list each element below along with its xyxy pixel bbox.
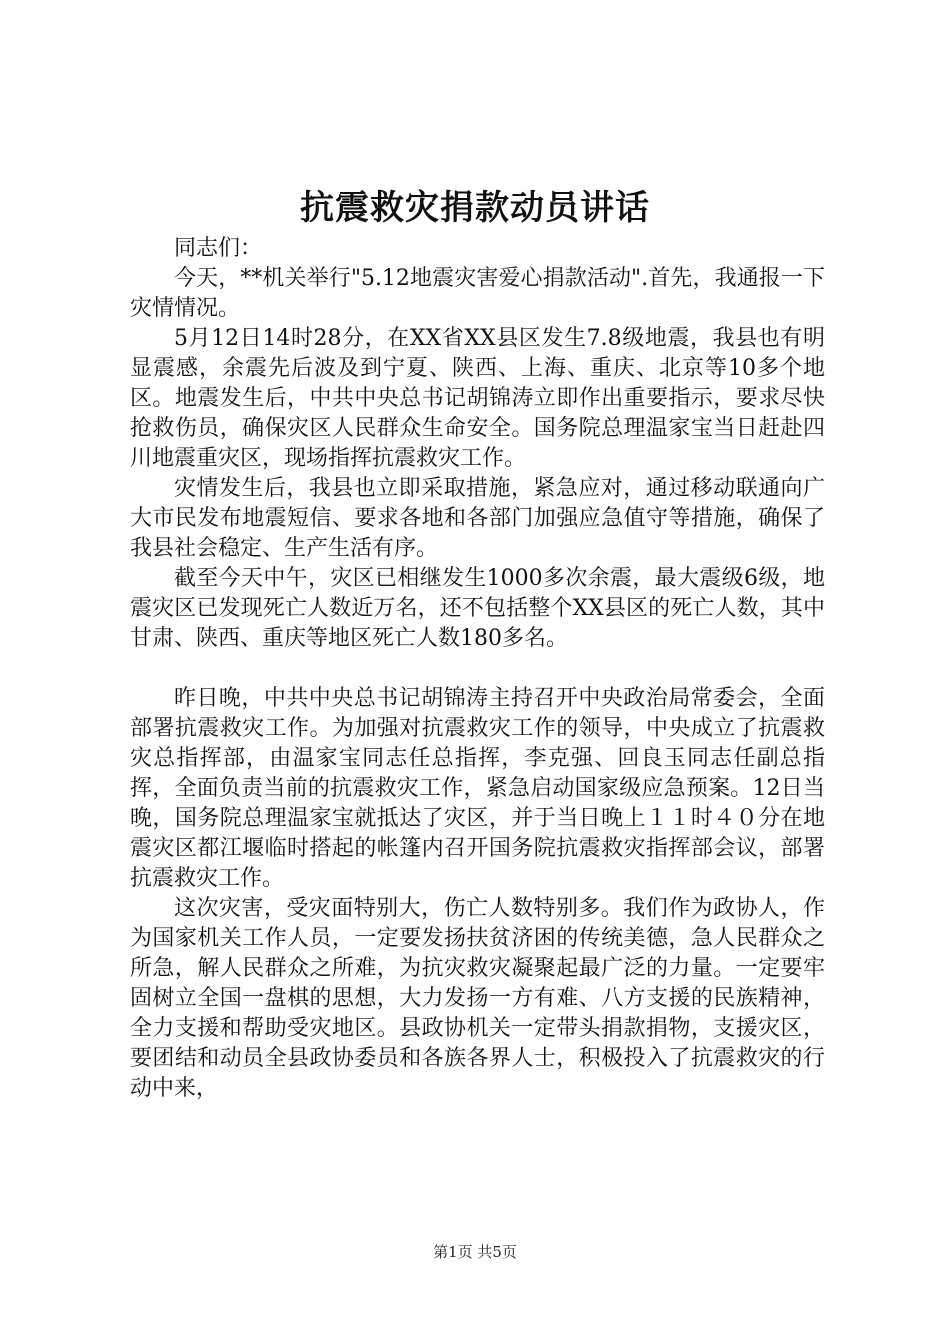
paragraph-earthquake-report: 5月12日14时28分，在XX省XX县区发生7.8级地震，我县也有明显震感，余震先后波及到宁夏、陕西、上海、重庆、北京等10多个地区。地震发生后，中共中央总书记胡锦涛立即作出重要指示，要求尽快抢救伤员，确保灾区人民群众生命安全。国务院总理温家宝当日赶赴四川地震重灾区，现场指挥抗震救灾工作。	[130, 326, 825, 471]
document-title: 抗震救灾捐款动员讲话	[300, 188, 650, 228]
salutation: 同志们：	[174, 236, 263, 261]
paragraph-casualties: 截至今天中午，灾区已相继发生1000多次余震，最大震级6级，地震灾区已发现死亡人数近万名，还不包括整个XX县区的死亡人数，其中甘肃、陕西、重庆等地区死亡人数180多名。	[130, 566, 825, 651]
paragraph-call-to-action: 这次灾害，受灾面特别大，伤亡人数特别多。我们作为政协人，作为国家机关工作人员，一定要发扬扶贫济困的传统美德，急人民群众之所急，解人民群众之所难，为抗灾救灾凝聚起最广泛的力量。一定要牢固树立全国一盘棋的思想，大力发扬一方有难、八方支援的民族精神，全力支援和帮助受灾地区。县政协机关一定带头捐款捐物，支援灾区，要团结和动员全县政协委员和各族各界人士，积极投入了抗震救灾的行动中来，	[130, 896, 825, 1101]
paragraph-central-deployment: 昨日晚，中共中央总书记胡锦涛主持召开中央政治局常委会，全面部署抗震救灾工作。为加强对抗震救灾工作的领导，中央成立了抗震救灾总指挥部，由温家宝同志任总指挥，李克强、回良玉同志任副总指挥，全面负责当前的抗震救灾工作，紧急启动国家级应急预案。12日当晚，国务院总理温家宝就抵达了灾区，并于当日晚上１１时４０分在地震灾区都江堰临时搭起的帐篷内召开国务院抗震救灾指挥部会议，部署抗震救灾工作。	[130, 686, 825, 891]
document-body	[130, 234, 825, 1104]
paragraph-county-response: 灾情发生后，我县也立即采取措施，紧急应对，通过移动联通向广大市民发布地震短信、要求各地和各部门加强应急值守等措施，确保了我县社会稳定、生产生活有序。	[130, 476, 825, 561]
page-number-footer: 第1页 共5页	[433, 1243, 517, 1261]
paragraph-opening: 今天，**机关举行"5.12地震灾害爱心捐款活动".首先，我通报一下灾情情况。	[130, 266, 825, 321]
